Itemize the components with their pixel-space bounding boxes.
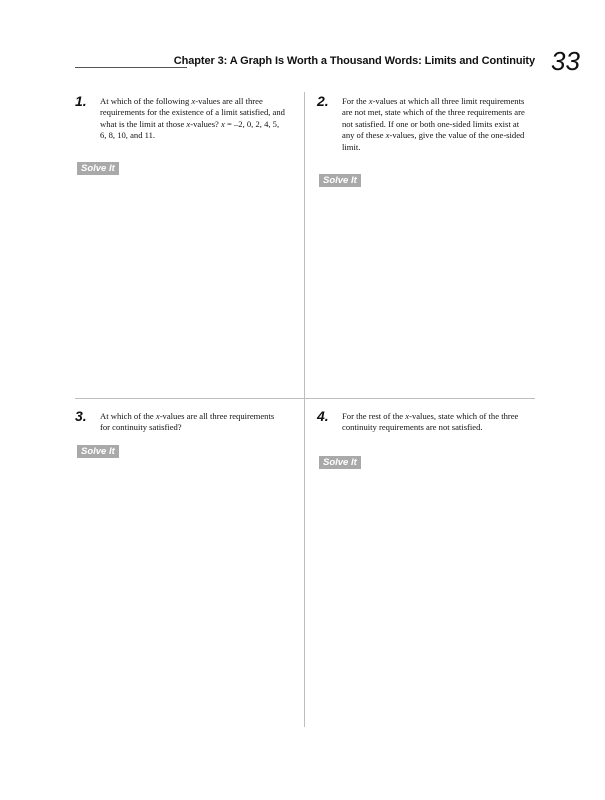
problem-text xyxy=(100,411,285,434)
text-run: -values are all three requirements for continuity satisfied? xyxy=(100,411,275,433)
text-run-italic: x xyxy=(368,96,373,106)
text-run-italic: x xyxy=(155,411,160,421)
solve-it-badge: Solve It xyxy=(77,445,119,458)
problem-number: 4. xyxy=(317,408,329,424)
problem-number: 1. xyxy=(75,93,87,109)
text-run: -values are all three requirements for the existence of a limit satisfied, and what is the limit at those xyxy=(100,96,285,129)
page-number: 33 xyxy=(551,46,580,76)
text-run-italic: x xyxy=(385,130,390,141)
text-run: -values at which all three limit requirements are not met, state which of the three requirements are not satisfied. If one or both one-sided limits exist at any of these xyxy=(342,96,525,141)
text-run-italic: x xyxy=(191,96,196,106)
solve-it-badge: Solve It xyxy=(77,162,119,175)
text-run: -values, give the value of the one-sided limit. xyxy=(342,130,525,152)
text-run: For the rest of the xyxy=(342,411,406,421)
vertical-divider xyxy=(304,92,305,727)
header-rule xyxy=(75,67,187,68)
text-run-italic: x xyxy=(405,411,410,421)
problem-text xyxy=(342,96,527,153)
problem-number: 2. xyxy=(317,93,329,109)
solve-it-badge: Solve It xyxy=(319,174,361,187)
text-run: -values? xyxy=(190,118,222,129)
solve-it-badge: Solve It xyxy=(319,456,361,469)
problem-text xyxy=(342,411,527,434)
text-run-italic: x xyxy=(221,118,225,129)
problem-text xyxy=(100,96,285,142)
chapter-title: Chapter 3: A Graph Is Worth a Thousand Words: Limits and Continuity xyxy=(173,55,535,67)
text-run: -values, state which of the three continuity requirements are not satisfied. xyxy=(342,411,519,433)
text-run: At which of the xyxy=(100,411,156,421)
text-run: For the xyxy=(342,96,369,106)
text-run: = –2, 0, 2, 4, 5, 6, 8, 10, and 11. xyxy=(100,118,280,141)
text-run-italic: x xyxy=(186,118,191,129)
horizontal-divider xyxy=(75,398,535,399)
problem-number: 3. xyxy=(75,408,87,424)
text-run: At which of the following xyxy=(100,96,192,106)
